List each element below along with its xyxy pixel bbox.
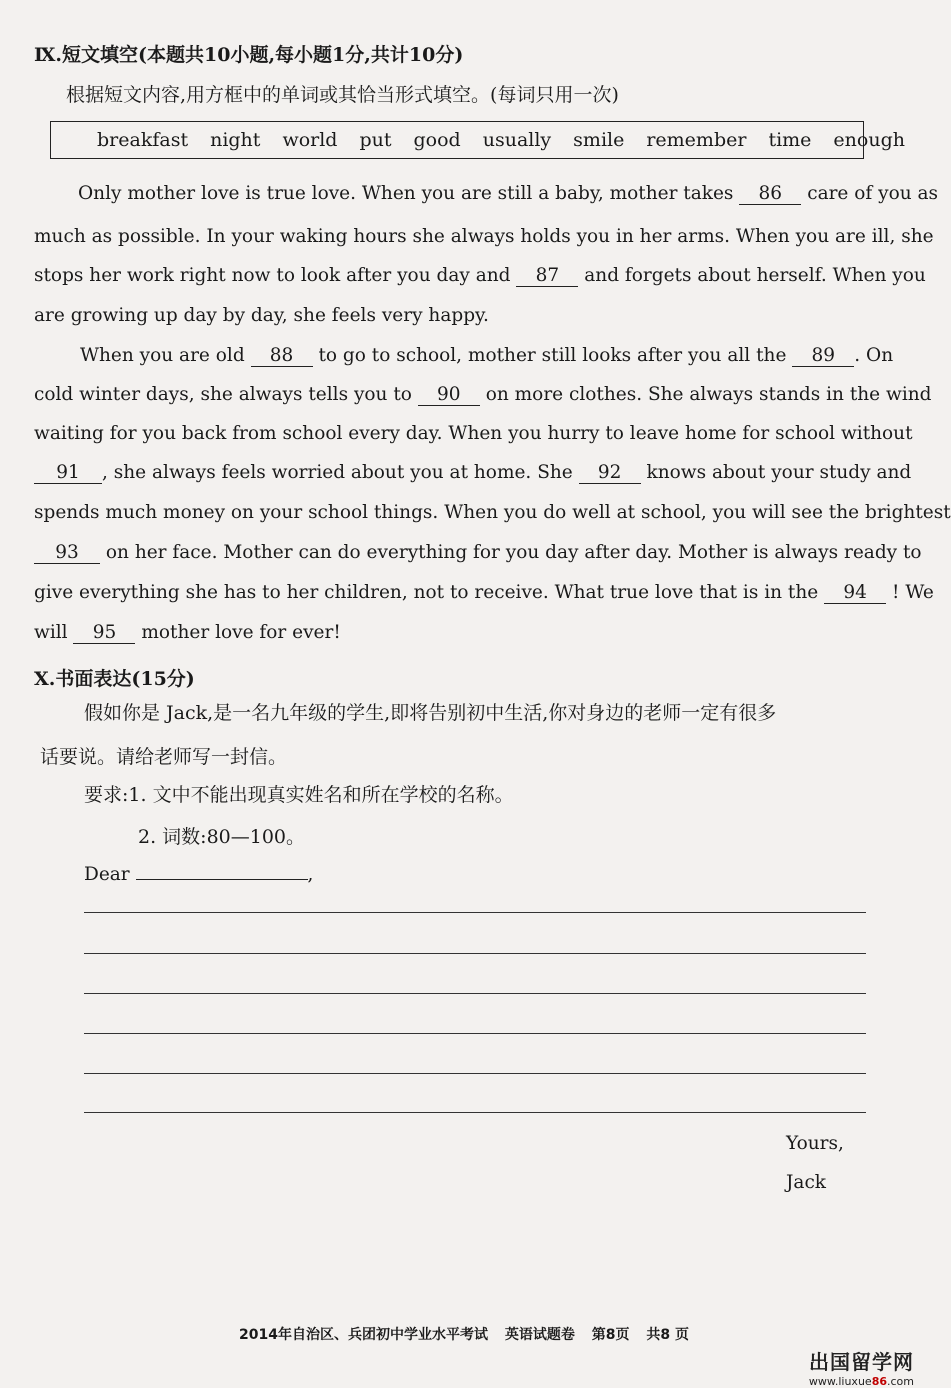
- blank-94[interactable]: 94: [824, 583, 886, 604]
- passage-text: stops her work right now to look after you day and: [34, 265, 511, 286]
- passage-text: When you are old: [80, 345, 245, 366]
- url-prefix: www.liuxue: [808, 1375, 872, 1388]
- writing-prompt-line-1: 假如你是 Jack,是一名九年级的学生,即将告别初中生活,你对身边的老师一定有很多: [84, 702, 777, 724]
- writing-requirement-2: 2. 词数:80—100。: [138, 826, 306, 848]
- url-suffix: .com: [887, 1375, 914, 1388]
- word-bank-item: usually: [482, 129, 552, 151]
- word-bank-item: smile: [573, 129, 625, 151]
- passage-line-3: [34, 265, 926, 287]
- section-9-title: Ⅸ.短文填空(本题共10小题,每小题1分,共计10分): [34, 44, 464, 66]
- blank-93[interactable]: 93: [34, 543, 100, 564]
- passage-text: on her face. Mother can do everything for you day after day. Mother is always ready to: [105, 542, 922, 563]
- passage-text: , she always feels worried about you at home. She: [102, 462, 573, 483]
- letter-signature: Jack: [786, 1172, 827, 1193]
- blank-92[interactable]: 92: [579, 463, 641, 484]
- word-bank: [50, 121, 905, 159]
- section-10-title: Ⅹ.书面表达(15分): [34, 668, 195, 690]
- passage-text: and forgets about herself. When you: [584, 265, 926, 286]
- passage-text: cold winter days, she always tells you to: [34, 384, 412, 405]
- passage-text: to go to school, mother still looks after you all the: [318, 345, 787, 366]
- blank-89[interactable]: 89: [792, 346, 854, 367]
- passage-line-2: much as possible. In your waking hours she always holds you in her arms. When you are ill, she: [34, 226, 934, 247]
- dear-label: Dear: [84, 864, 130, 885]
- writing-line[interactable]: [84, 912, 866, 913]
- passage-line-6: [34, 384, 932, 406]
- watermark-url: [809, 1375, 914, 1388]
- writing-requirement-1: 要求:1. 文中不能出现真实姓名和所在学校的名称。: [84, 784, 514, 806]
- writing-line[interactable]: [84, 1112, 866, 1113]
- blank-91[interactable]: 91: [34, 463, 102, 484]
- passage-text: . On: [854, 345, 894, 366]
- word-bank-item: enough: [833, 129, 905, 151]
- passage-line-5: [80, 345, 893, 367]
- passage-text: give everything she has to her children, not to receive. What true love that is in the: [34, 582, 819, 603]
- writing-prompt-line-2: 话要说。请给老师写一封信。: [40, 746, 288, 768]
- passage-line-4: are growing up day by day, she feels very happy.: [34, 305, 489, 326]
- passage-line-10: [34, 542, 922, 564]
- blank-95[interactable]: 95: [73, 623, 135, 644]
- footer-total-pages: 共8 页: [646, 1327, 689, 1343]
- word-bank-item: good: [413, 129, 461, 151]
- word-bank-item: put: [359, 129, 392, 151]
- greeting-comma: ,: [307, 864, 314, 885]
- passage-text: will: [34, 622, 68, 643]
- section-9-instruction: 根据短文内容,用方框中的单词或其恰当形式填空。(每词只用一次): [66, 84, 619, 106]
- passage-text: mother love for ever!: [141, 622, 341, 643]
- passage-line-1: [78, 183, 938, 205]
- passage-text: on more clothes. She always stands in the wind: [485, 384, 932, 405]
- writing-line[interactable]: [84, 953, 866, 954]
- blank-88[interactable]: 88: [251, 346, 313, 367]
- word-bank-item: world: [282, 129, 338, 151]
- passage-text: ! We: [892, 582, 934, 603]
- blank-86[interactable]: 86: [739, 184, 801, 205]
- passage-text: Only mother love is true love. When you are still a baby, mother takes: [78, 183, 734, 204]
- writing-line[interactable]: [84, 1073, 866, 1074]
- letter-greeting: [84, 864, 313, 885]
- passage-line-12: [34, 622, 341, 644]
- word-bank-item: time: [768, 129, 812, 151]
- passage-line-11: [34, 582, 934, 604]
- watermark-name: 出国留学网: [809, 1350, 914, 1374]
- blank-87[interactable]: 87: [516, 266, 578, 287]
- writing-line[interactable]: [84, 1033, 866, 1034]
- writing-line[interactable]: [84, 993, 866, 994]
- footer-subject: 英语试题卷: [504, 1327, 575, 1343]
- passage-line-7: waiting for you back from school every day. When you hurry to leave home for school without: [34, 423, 913, 444]
- page-footer: [0, 1324, 928, 1344]
- word-bank-item: breakfast: [97, 129, 189, 151]
- footer-page-number: 第8页: [591, 1327, 630, 1343]
- url-number: 86: [871, 1375, 887, 1388]
- site-watermark: [809, 1346, 914, 1388]
- passage-text: care of you as: [807, 183, 939, 204]
- passage-line-8: [34, 462, 911, 484]
- letter-closing: Yours,: [786, 1133, 844, 1154]
- word-bank-item: night: [210, 129, 261, 151]
- passage-text: knows about your study and: [646, 462, 912, 483]
- footer-exam-name: 2014年自治区、兵团初中学业水平考试: [239, 1327, 488, 1343]
- recipient-blank[interactable]: [136, 879, 308, 880]
- blank-90[interactable]: 90: [418, 385, 480, 406]
- word-bank-item: remember: [646, 129, 747, 151]
- passage-line-9: spends much money on your school things. When you do well at school, you will see the brightest: [34, 502, 951, 523]
